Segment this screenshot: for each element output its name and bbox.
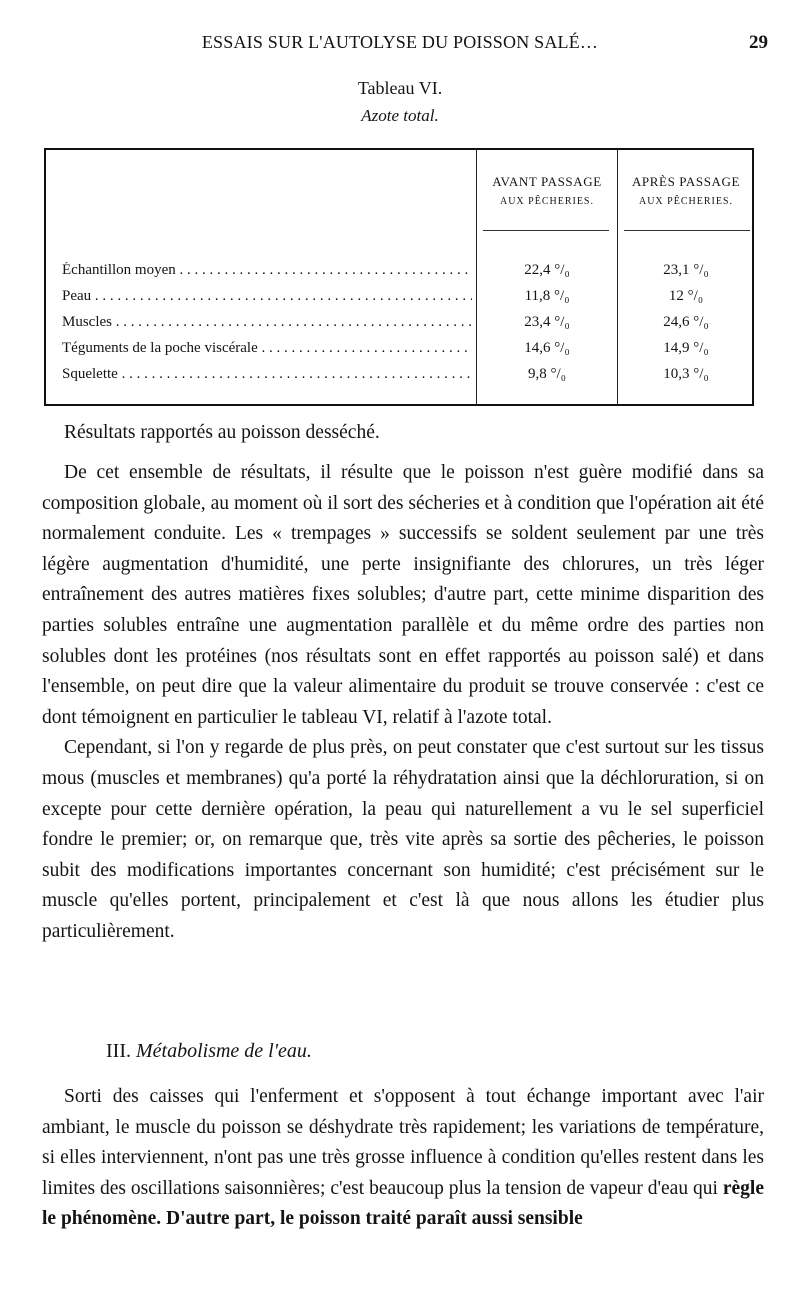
- paragraph-1: De cet ensemble de résultats, il résulte que le poisson n'est guère modifié dans sa composition globale, au moment où il sort des sécheries et à condition que l'opération ait été normalement conduite. Les « trempages » successifs se soldent seulement par une très légère augmentation d'humidité, une perte insignifiante des chlorures, un très léger entraînement des autres matières fixes solubles; d'autre part, cette minime disparition des parties solubles entraîne une augmentation parallèle et du même ordre des parties non solubles dont les protéines (nos résultats sont en effet rapportés au poisson salé) et dans l'ensemble, on peut dire que la valeur alimentaire du produit se trouve conservée : c'est ce dont témoignent en particulier le tableau VI, relatif à l'azote total.: [42, 462, 764, 728]
- value-apres: 14,9 °/₀: [663, 340, 709, 356]
- table-subtitle: Azote total.: [361, 106, 439, 125]
- table-row: [46, 366, 752, 392]
- section-title: Métabolisme de l'eau.: [135, 1040, 312, 1062]
- paragraph-3: [42, 1082, 764, 1235]
- value-apres: 23,1 °/₀: [663, 262, 709, 278]
- row-label: Téguments de la poche viscérale . . .: [62, 340, 472, 357]
- row-label: Peau . . .: [62, 288, 472, 305]
- nitrogen-table: [44, 148, 754, 406]
- section-heading: [106, 1040, 312, 1063]
- table-row: [46, 288, 752, 314]
- column-header-subline: AUX PÊCHERIES.: [638, 196, 733, 207]
- header-rule: [483, 230, 609, 231]
- body-text-lower: [42, 1082, 764, 1235]
- column-header-apres: [618, 174, 754, 207]
- paragraph-3-text: Sorti des caisses qui l'enferment et s'opposent à tout échange important avec l'air ambiant, le muscle du poisson se déshydrate très rapidement; les variations de température, si elles interviennent, n'ont pas une très grosse influence à condition qu'elles restent dans les limites des oscillations saisonnières; c'est beaucoup plus la tension de vapeur d'eau qui: [42, 1086, 764, 1199]
- column-header-avant: [477, 174, 617, 207]
- body-text-upper: [42, 458, 764, 948]
- page-number: 29: [749, 32, 768, 53]
- row-label: Échantillon moyen . . .: [62, 262, 472, 279]
- value-avant: 11,8 °/₀: [524, 288, 570, 304]
- table-note-block: [42, 418, 764, 449]
- value-avant: 14,6 °/₀: [524, 340, 570, 356]
- value-apres: 10,3 °/₀: [663, 366, 709, 382]
- value-avant: 22,4 °/₀: [524, 262, 570, 278]
- column-header-subline: AUX PÊCHERIES.: [499, 196, 594, 207]
- value-avant: 9,8 °/₀: [528, 366, 566, 382]
- header-rule: [624, 230, 750, 231]
- paragraph-2: Cependant, si l'on y regarde de plus près, on peut constater que c'est surtout sur les tissus mous (muscles et membranes) qu'a porté la réhydratation ainsi que la déchloruration, si on excepte pour cette dernière opération, la peau qui naturellement a vu le sel superficiel fondre le premier; or, on remarque que, très vite après sa sortie des pêcheries, le poisson subit des modifications importantes concernant son humidité; c'est précisément sur le muscle qu'elles portent, principalement et c'est là que nous allons les étudier plus particulièrement.: [42, 737, 764, 942]
- running-header: [0, 32, 800, 60]
- section-number: III.: [106, 1040, 131, 1062]
- running-title: ESSAIS SUR L'AUTOLYSE DU POISSON SALÉ…: [201, 32, 599, 52]
- value-apres: 24,6 °/₀: [663, 314, 709, 330]
- row-label: Squelette . . .: [62, 366, 472, 383]
- column-header-line: APRÈS PASSAGE: [631, 174, 741, 189]
- paragraph-3-bold-line: règle le phénomène. D'autre part, le poisson traité paraît aussi sensible: [42, 1177, 764, 1230]
- value-apres: 12 °/₀: [668, 288, 704, 304]
- column-header-line: AVANT PASSAGE: [492, 174, 602, 189]
- table-caption: Tableau VI.: [357, 78, 443, 98]
- table-row: [46, 314, 752, 340]
- table-note: Résultats rapportés au poisson desséché.: [64, 422, 380, 443]
- table-row: [46, 262, 752, 288]
- table-row: [46, 340, 752, 366]
- value-avant: 23,4 °/₀: [524, 314, 570, 330]
- row-label: Muscles . . .: [62, 314, 472, 331]
